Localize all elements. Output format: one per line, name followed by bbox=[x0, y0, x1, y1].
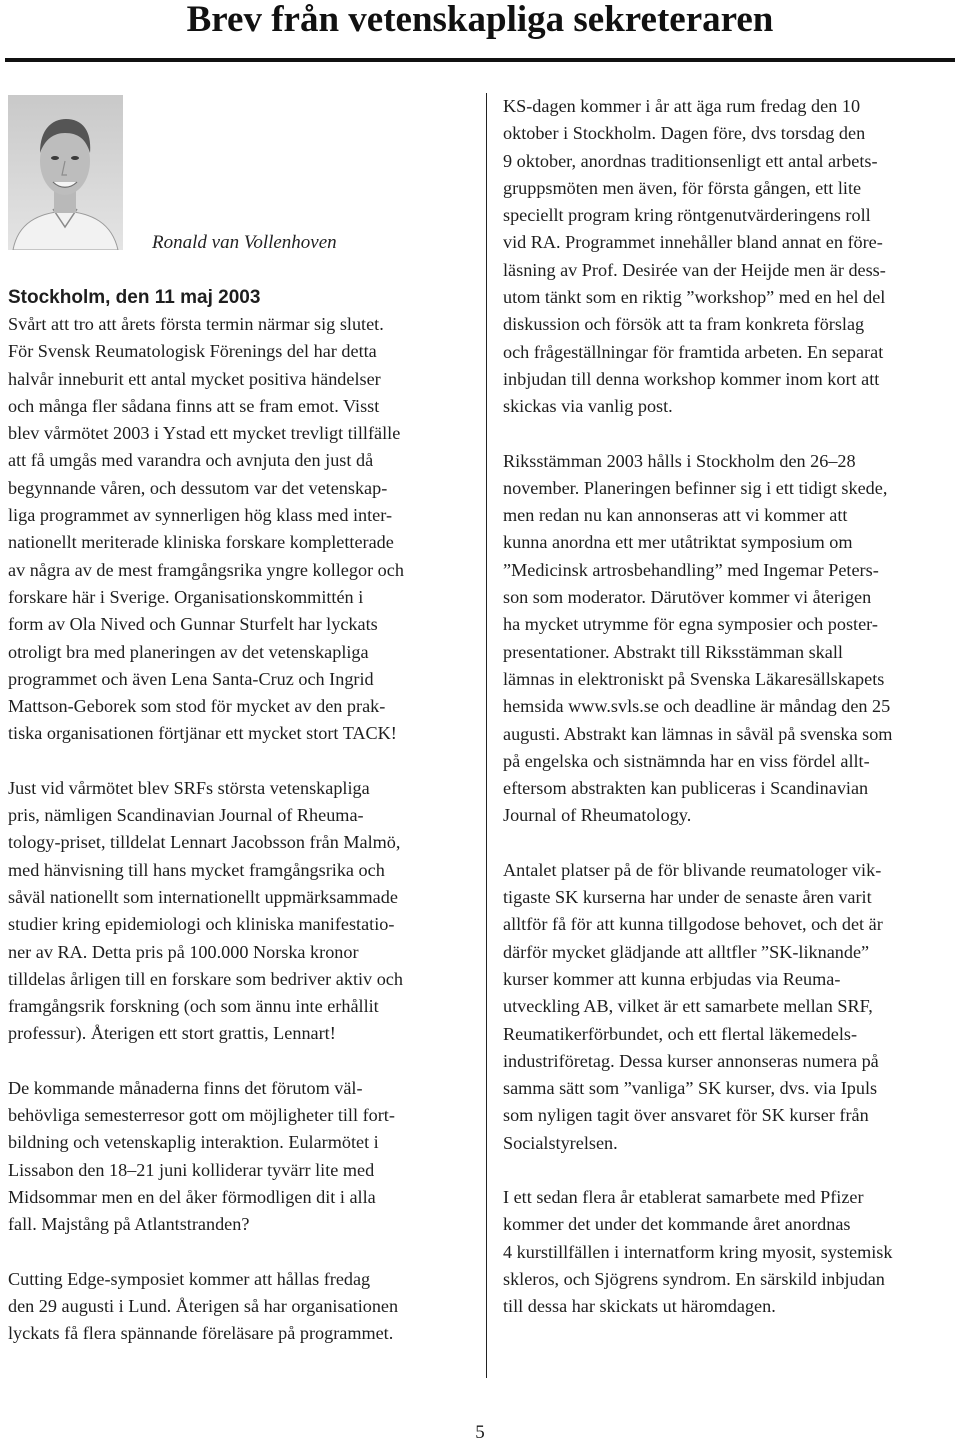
paragraph: I ett sedan flera år etablerat samarbete med Pfizer kommer det under det kommande året anordnas 4 kurstillfällen i internatform kring myosit, systemisk skleros, och Sjögrens syndrom. En särskild inbjudan till dessa har skickats ut häromdagen. bbox=[503, 1186, 893, 1317]
letter-date-heading: Stockholm, den 11 maj 2003 bbox=[8, 287, 261, 308]
photo-caption: Ronald van Vollenhoven bbox=[152, 232, 337, 253]
column-divider bbox=[486, 93, 487, 1378]
paragraph: Cutting Edge-symposiet kommer att hållas fredag den 29 augusti i Lund. Återigen så har organisationen lyckats få flera spännande föreläsare på programmet. bbox=[8, 1268, 399, 1344]
author-photo bbox=[8, 95, 123, 250]
page-number: 5 bbox=[475, 1422, 485, 1443]
paragraph: Just vid vårmötet blev SRFs största vetenskapliga pris, nämligen Scandinavian Journal of Rheuma- tology-priset, tilldelat Lennart Jacobsson från Malmö, med hänvisning till hans mycket framgångsrika och såväl nationellt som internationellt uppmärksammade studier kring epidemiologi och kliniska manifestatio- ner av RA. Detta pris på 100.000 Norska kronor tilldelas årligen till en forskare som bedriver aktiv och framgångsrik forskning (och som ännu inte erhållit professur). Återigen ett stort grattis, Lennart! bbox=[8, 777, 403, 1044]
paragraph: De kommande månaderna finns det förutom väl- behövliga semesterresor gott om möjligheter till fort- bildning och vetenskaplig interaktion. Eularmötet i Lissabon den 18–21 juni kolliderar tyvärr lite med Midsommar men en del åker förmodligen dit i alla fall. Majstång på Atlantstranden? bbox=[8, 1077, 395, 1235]
portrait-image bbox=[8, 95, 123, 250]
paragraph: KS-dagen kommer i år att äga rum fredag den 10 oktober i Stockholm. Dagen före, dvs torsdag den 9 oktober, anordnas traditionsenligt ett antal arbets- gruppsmöten men även, för första gången, ett lite speciellt program kring röntgenutvärderingens roll vid RA. Programmet innehåller bland annat en före- läsning av Prof. Desirée van der Heijde men är dess- utom tänkt som en riktig ”workshop” med en hel del diskussion och försök att ta fram konkreta förslag och frågeställningar för framtida arbeten. En separat inbjudan till denna workshop kommer inom kort att skickas via vanlig post. bbox=[503, 96, 886, 417]
left-column bbox=[8, 284, 478, 1347]
paragraph: Antalet platser på de för blivande reumatologer vik- tigaste SK kurserna har under de senaste åren varit alltför få för att kunna tillgodose behovet, och det är därför mycket glädjande att alltfler ”SK-liknande” kurser kommer att kunna erbjudas via Reuma- utveckling AB, vilket är ett samarbete mellan SRF, Reumatikerförbundet, och ett flertal läkemedels- industriföretag. Dessa kurser annonseras numera på samma sätt som ”vanliga” SK kurser, dvs. via Ipuls som nyligen tagit över ansvaret för SK kurser från Socialstyrelsen. bbox=[503, 859, 883, 1153]
paragraph: Svårt att tro att årets första termin närmar sig slutet. För Svensk Reumatologisk Förenings del har detta halvår inneburit ett antal mycket positiva händelser och många fler sådana finns att se fram emot. Visst blev vårmötet 2003 i Ystad ett mycket trevligt tillfälle att få umgås med varandra och avnjuta den just då begynnande våren, och dessutom var det vetenskap- liga programmet av synnerligen hög klass med inter- nationellt meriterade kliniska forskare kompletterade av några av de mest framgångsrika yngre kollegor och forskare här i Sverige. Organisationskommittén i form av Ola Nived och Gunnar Sturfelt har lyckats otroligt bra med planeringen av det vetenskapliga programmet och även Lena Santa-Cruz och Ingrid Mattson-Geborek som stod för mycket av den prak- tiska organisationen förtjänar ett mycket stort TACK! bbox=[8, 314, 404, 744]
page-title: Brev från vetenskapliga sekreteraren bbox=[186, 0, 774, 40]
title-rule bbox=[5, 58, 955, 62]
right-column bbox=[503, 93, 953, 1320]
paragraph: Riksstämman 2003 hålls i Stockholm den 26–28 november. Planeringen befinner sig i ett tidigt skede, men redan nu kan annonseras att vi kommer att kunna anordna ett mer utåtriktat symposium om ”Medicinsk artrosbehandling” med Ingemar Peters- son som moderator. Därutöver kommer vi återigen ha mycket utrymme för egna symposier och poster- presentationer. Abstrakt till Riksstämman skall lämnas in elektroniskt på Svenska Läkaresällskapets hemsida www.svls.se och deadline är måndag den 25 augusti. Abstrakt kan lämnas in såväl på svenska som på engelska och sistnämnda har en viss fördel allt- eftersom abstrakten kan publiceras i Scandinavian Journal of Rheumatology. bbox=[503, 450, 893, 826]
